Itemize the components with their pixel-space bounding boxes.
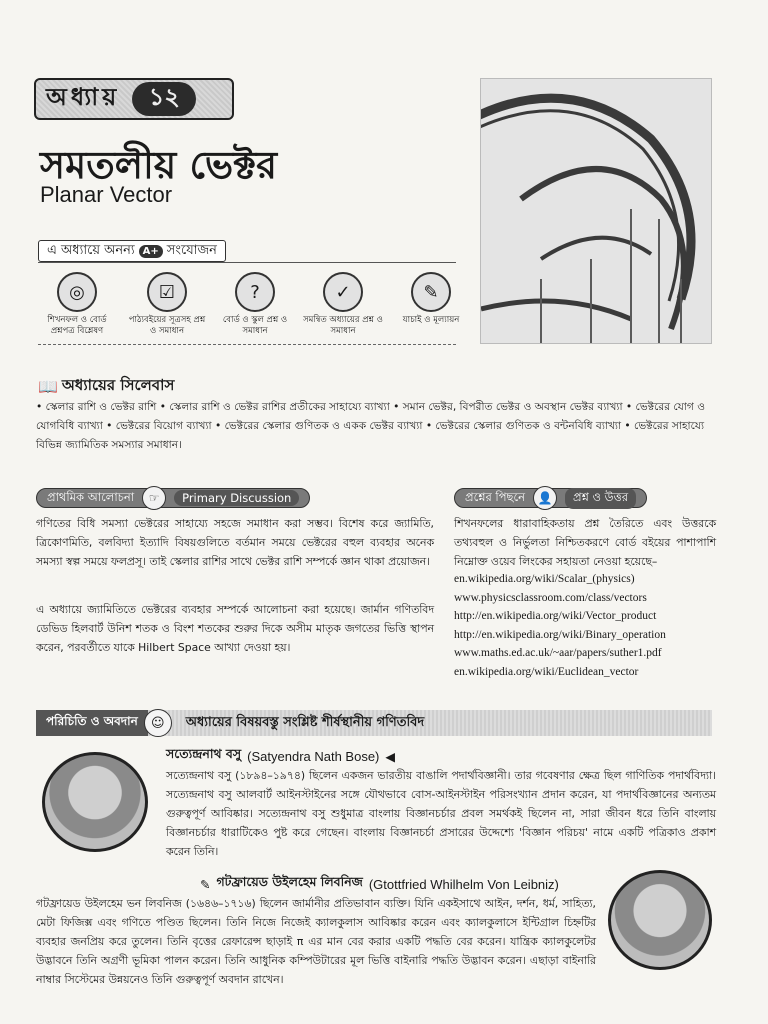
- divider: [38, 262, 456, 263]
- reference-link[interactable]: en.wikipedia.org/wiki/Euclidean_vector: [454, 665, 639, 678]
- chapter-title-bengali: সমতলীয় ভেক্টর: [40, 142, 278, 187]
- person-icon: 👤: [533, 486, 557, 510]
- qa-header: [454, 488, 647, 508]
- reference-link[interactable]: www.maths.ed.ac.uk/~aar/papers/suther1.pdf: [454, 647, 662, 660]
- feature-item: [390, 272, 472, 326]
- mathematicians-bar-title: অধ্যায়ের বিষয়বস্তু সংশ্লিষ্ট শীর্ষস্থানীয় গণিতবিদ: [185, 714, 425, 730]
- check-icon: ✓: [323, 272, 363, 312]
- a-plus-badge: A+: [139, 245, 163, 258]
- feature-item: [126, 272, 208, 337]
- mathematicians-bar-label: পরিচিতি ও অবদান: [36, 710, 148, 736]
- bose-bio: সত্যেন্দ্রনাথ বসু (১৮৯৪–১৯৭৪) ছিলেন একজন ভারতীয় বাঙালি পদার্থবিজ্ঞানী। তার গবেষণার ক্ষেত্র ছিল গাণিতিক পদার্থবিদ্যা। সত্যেন্দ্রনাথ বসু আলবার্ট আইনস্টাইনের সঙ্গে যৌথভাবে বোস-আইনস্টাইন পরিসংখ্যান প্রদান করেন, যা পদার্থবিজ্ঞানের অন্যতম গুরুত্বপূর্ণ আবিষ্কার। সত্যেন্দ্রনাথ বসু শুধুমাত্র বাংলায় বিজ্ঞানচর্চার প্রবল সমর্থকই ছিলেন না, সারা জীবন ধরে তিনি বাংলায় বিজ্ঞানচর্চার ধারাটিকেও পুষ্ট করে গেছেন। বাংলায় বিজ্ঞানচর্চা প্রসারের উদ্দেশ্যে 'বিজ্ঞান পরিচয়' নামে একটি পত্রিকাও প্রকাশ করেন তিনি।: [166, 769, 716, 858]
- thinker-icon: ☺: [144, 709, 172, 737]
- chapter-number: ১২: [132, 82, 196, 116]
- primary-paragraph-2: এ অধ্যায়ে জ্যামিতিতে ভেক্টরের ব্যবহার সম্পর্কে আলোচনা করা হয়েছে। জার্মান গণিতবিদ ডেভিড হিলবার্ট উনিশ শতক ও বিংশ শতকের শুরুর দিকে অসীম মাতৃক জগতের ভিত্তি স্থাপন করেন, পরবর্তীতে যাকে Hilbert Space আখ্যা দেওয়া হয়।: [36, 603, 434, 654]
- leibniz-bio: গটফ্রায়েড উইলহেম ভন লিবনিজ (১৬৪৬–১৭১৬) ছিলেন জার্মানীর প্রতিভাবান ব্যক্তি। যিনি একইসাথে আইন, দর্শন, ধর্ম, সাহিত্য, মেটা ফিজিক্স এবং গণিতে পণ্ডিত ছিলেন। তিনি নিজে নিজেই ক্যালকুলাস আবিষ্কার করেন এবং ক্যালকুলাসে ইন্টিগ্রাল চিহ্নটির ব্যবহার জনপ্রিয় করে তুলেন। তিনি বৃত্তের রেফারেন্স ছাড়াই π এর মান বের করার একটি পদ্ধতি বের করেন। যান্ত্রিক ক্যালকুলেটর উদ্ভাবনে তিনি অগ্রণী ভূমিকা পালন করেন। তিনি আধুনিক কম্পিউটারের মূল ভিত্তি বাইনারি পদ্ধতি উদ্ভাবন করেন। এছাড়া বাইনারি নাম্বার সিস্টেমের উন্নয়নেও তিনি গুরুত্বপূর্ণ অবদান রাখেন।: [36, 897, 596, 986]
- bose-name-en: (Satyendra Nath Bose): [247, 748, 380, 764]
- features-label-pre: এ অধ্যায়ে অনন্য: [47, 242, 135, 258]
- feature-label: পাঠ্যবইয়ের সূত্রসহ প্রশ্ন ও সমাধান: [128, 315, 206, 336]
- feature-label: শিখনফল ও বোর্ড প্রশ্নপত্র বিশ্লেষণ: [47, 315, 107, 336]
- qa-intro: শিখনফলের ধারাবাহিকতায় প্রশ্ন তৈরিতে এবং উত্তরকে তথ্যবহুল ও নির্ভুলতা নিশ্চিতকরণে বোর্ড বইয়ের পাশাপাশি নিম্নোক্ত ওয়েব লিংকের সহায়তা নেওয়া হয়েছে–: [454, 517, 716, 568]
- chapter-badge: [34, 78, 234, 120]
- syllabus-text: • স্কেলার রাশি ও ভেক্টর রাশি • স্কেলার রাশি ও ভেক্টর রাশির প্রতীকের সাহায্যে ব্যাখ্যা • সমান ভেক্টর, বিপরীত ভেক্টর ও অবস্থান ভেক্টর ব্যাখ্যা • ভেক্টরের যোগ ও যোগবিধি ব্যাখ্যা • ভেক্টরের বিয়োগ ব্যাখ্যা • ভেক্টরের স্কেলার গুণিতক ও একক ভেক্টর ব্যাখ্যা • ভেক্টরের স্কেলার গুণিতক ও বন্টনবিধি ব্যাখ্যা • ভেক্টরের সাহায্যে বিভিন্ন জ্যামিতিক সমস্যার সমাধান।: [36, 401, 705, 451]
- reference-link[interactable]: http://en.wikipedia.org/wiki/Binary_operation: [454, 628, 666, 641]
- leibniz-name: [200, 874, 559, 894]
- question-icon: ?: [235, 272, 275, 312]
- chapter-word: অধ্যায়: [46, 82, 121, 111]
- reference-links: [454, 570, 666, 682]
- checklist-icon: ☑: [147, 272, 187, 312]
- bose-name-bn: সত্যেন্দ্রনাথ বসু: [166, 746, 242, 761]
- syllabus-heading-text: অধ্যায়ের সিলেবাস: [61, 376, 175, 394]
- bose-portrait: [42, 752, 148, 852]
- hand-icon: ☞: [142, 486, 166, 510]
- chapter-title-english: Planar Vector: [40, 182, 173, 207]
- arrow-icon: ◀: [385, 748, 396, 764]
- reference-link[interactable]: http://en.wikipedia.org/wiki/Vector_product: [454, 610, 657, 623]
- mathematicians-bar: [36, 710, 712, 736]
- leibniz-name-en: (Gtottfried Whilhelm Von Leibniz): [368, 876, 559, 892]
- qa-label-b: প্রশ্ন ও উত্তর: [565, 488, 636, 509]
- leibniz-name-bn: গটফ্রায়েড উইলহেম লিবনিজ: [216, 874, 363, 889]
- reference-link[interactable]: en.wikipedia.org/wiki/Scalar_(physics): [454, 573, 635, 585]
- syllabus-heading: [38, 374, 174, 399]
- bose-name: [166, 746, 395, 766]
- pencil-icon: ✎: [411, 272, 451, 312]
- pencil-icon: ✎: [200, 876, 211, 892]
- feature-item: [302, 272, 384, 337]
- feature-label: সমন্বিত অধ্যায়ের প্রশ্ন ও সমাধান: [303, 315, 383, 336]
- qa-label-a: প্রশ্নের পিছনে: [465, 489, 525, 504]
- primary-paragraph-1: গণিতের বিধি সমস্যা ভেক্টরের সাহায্যে সহজে সমাধান করা সম্ভব। বিশেষ করে জ্যামিতি, ত্রিকোণমিতি, বলবিদ্যা ইত্যাদি বিষয়গুলিতে বর্তমান সময়ে ভেক্টরের বহুল ব্যবহার অনেক সমস্যা স্বল্প সময়ে ফলপ্রসূ। তাই স্কেলার রাশির সাথে ভেক্টর রাশি সম্পর্কে জ্ঞান থাকা প্রয়োজন।: [36, 517, 434, 568]
- roller-coaster-image: [480, 78, 712, 344]
- divider: [38, 344, 456, 345]
- book-icon: 📖: [38, 377, 58, 396]
- reference-link[interactable]: www.physicsclassroom.com/class/vectors: [454, 591, 647, 604]
- features-label: [38, 240, 226, 262]
- feature-label: যাচাই ও মূল্যায়ন: [402, 315, 460, 325]
- feature-item: [214, 272, 296, 337]
- leibniz-portrait: [608, 870, 712, 970]
- target-icon: ◎: [57, 272, 97, 312]
- features-label-post: সংযোজন: [166, 242, 217, 258]
- feature-item: [36, 272, 118, 337]
- primary-discussion-header: [36, 488, 310, 508]
- primary-label-en: Primary Discussion: [174, 490, 299, 506]
- feature-label: বোর্ড ও স্কুল প্রশ্ন ও সমাধান: [222, 315, 288, 336]
- primary-label-bn: প্রাথমিক আলোচনা: [47, 489, 135, 504]
